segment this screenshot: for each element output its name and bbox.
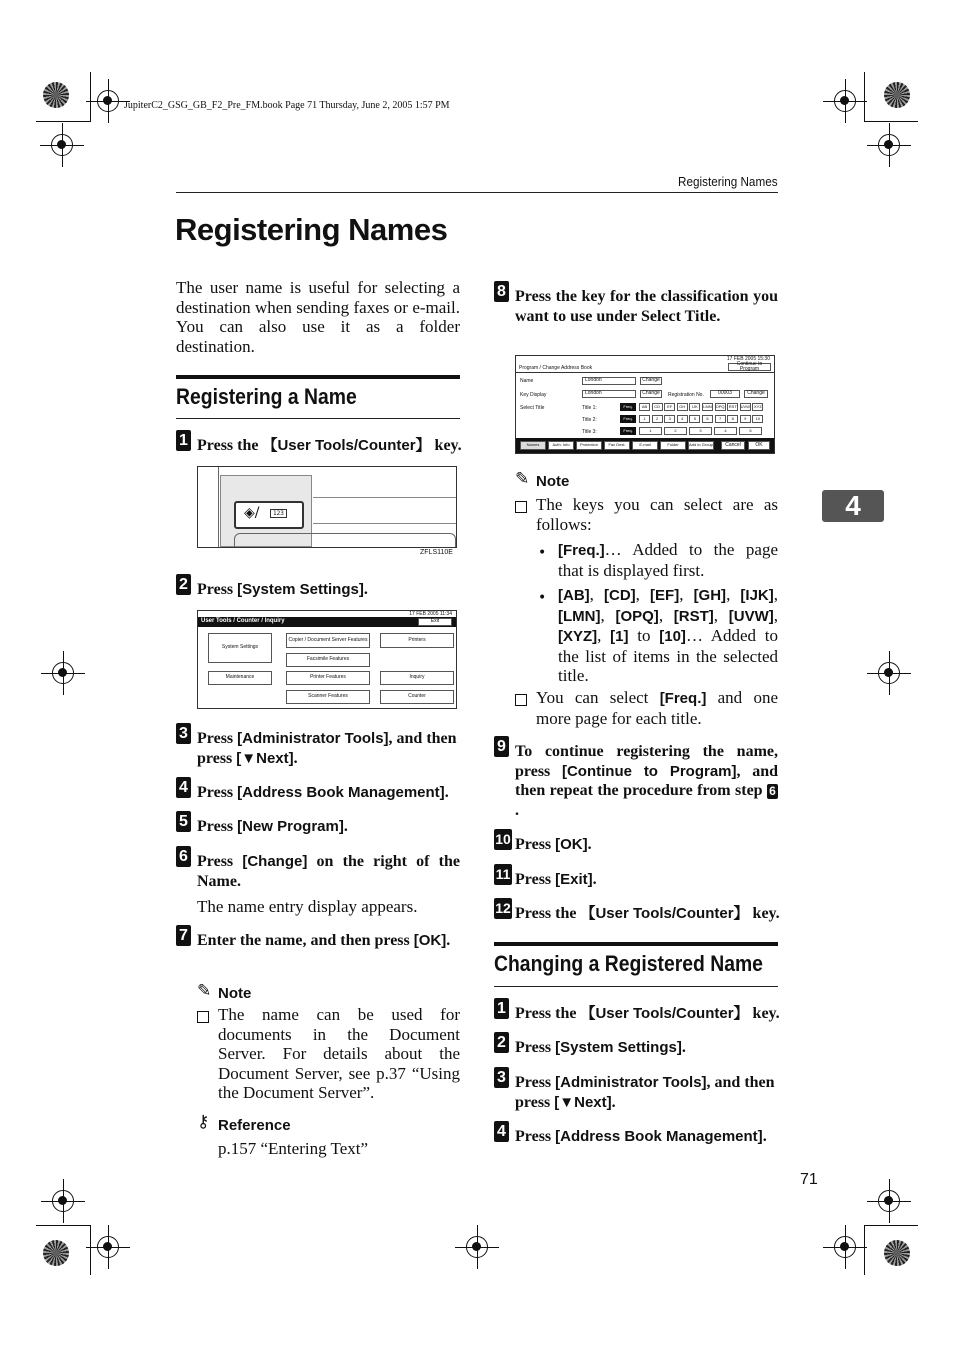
registration-label: Registration No.	[668, 392, 704, 398]
facsimile-features-button[interactable]: Facsimile Features	[286, 653, 370, 667]
title-key[interactable]: 7	[715, 415, 726, 423]
pencil-icon: ✎	[515, 469, 530, 489]
key-icon: ⚷	[197, 1112, 210, 1132]
change-key-display-button[interactable]: Change	[640, 390, 662, 398]
title-key[interactable]: 4	[677, 415, 688, 423]
tab-e-mail[interactable]: E-mail	[632, 441, 658, 450]
intro-paragraph: The user name is useful for selecting a destination when sending faxes or e-mail. You can also use it as a folder destination.	[176, 278, 460, 356]
freq-key[interactable]: Freq.	[620, 403, 636, 411]
step-8: Press the key for the classification you want to use under Select Title.	[515, 288, 778, 325]
title-key[interactable]: UVW	[740, 403, 751, 411]
title-key[interactable]: 5	[689, 415, 700, 423]
name-field[interactable]: London	[582, 377, 636, 385]
registration-mark-icon	[51, 134, 73, 156]
registration-mark-icon	[97, 1236, 119, 1258]
title-key[interactable]: IJK	[689, 403, 700, 411]
checkbox-icon	[515, 692, 535, 711]
title-1-label: Title 1:	[582, 405, 597, 411]
row-label-key-display: Key Display	[520, 392, 547, 398]
note-keys-intro: The keys you can select are as follows:	[536, 495, 778, 534]
note-heading: Note	[536, 473, 570, 490]
screen-title: User Tools / Counter / Inquiry	[201, 618, 285, 624]
section-heading-changing: Changing a Registered Name	[494, 951, 763, 976]
freq-key[interactable]: Freq.	[620, 415, 636, 423]
title-key[interactable]: 1	[639, 427, 662, 435]
registration-disk-icon	[43, 82, 69, 108]
step-number: 1	[176, 430, 191, 451]
printers-button[interactable]: Printers	[380, 633, 454, 648]
title-key[interactable]: 3	[664, 415, 675, 423]
step-4: Press [Address Book Management].	[197, 784, 449, 801]
section-rule-bottom	[494, 986, 778, 987]
change-step-4: Press [Address Book Management].	[515, 1128, 767, 1145]
step-number: 1	[494, 998, 509, 1019]
counter-icon: 123	[270, 509, 287, 518]
bullet-freq: [Freq.]… Added to the page that is displayed first.	[558, 540, 778, 580]
change-step-2: Press [System Settings].	[515, 1039, 686, 1056]
title-key[interactable]: CD	[652, 403, 663, 411]
registration-mark-icon	[97, 90, 119, 112]
screen-date: 17 FEB 2005 11:34	[409, 611, 452, 617]
step-5: Press [New Program].	[197, 818, 348, 835]
title-key[interactable]: RST	[727, 403, 738, 411]
user-tools-key	[234, 501, 304, 529]
printer-features-button[interactable]: Printer Features	[286, 671, 370, 685]
cancel-button[interactable]: Cancel	[721, 441, 745, 450]
change-step-3: Press [Administrator Tools], and then press [▼Next].	[515, 1074, 775, 1111]
title-key[interactable]: 6	[702, 415, 713, 423]
step-6: Press [Change] on the right of the Name.	[197, 853, 461, 890]
title-key[interactable]: 3	[689, 427, 712, 435]
scanner-features-button[interactable]: Scanner Features	[286, 690, 370, 704]
page-title: Registering Names	[175, 212, 448, 247]
address-book-screen	[515, 355, 775, 454]
step-9: To continue registering the name, press [Continue to Program], and then repeat the procedure from step 6.	[515, 743, 779, 819]
note-text: The name can be used for documents in the Document Server. For details about the Document Server, see p.37 “Using the Document Server”.	[218, 1005, 460, 1103]
section-heading-registering: Registering a Name	[176, 384, 357, 409]
step-number: 10	[494, 829, 512, 850]
row-label-select-title: Select Title	[520, 405, 545, 411]
step-number: 6	[176, 846, 191, 867]
copier-features-button[interactable]: Copier / Document Server Features	[286, 633, 370, 648]
title-key[interactable]: OPQ	[715, 403, 726, 411]
row-label-name: Name	[520, 378, 534, 384]
title-key[interactable]: 10	[752, 415, 763, 423]
title-key[interactable]: AB	[639, 403, 650, 411]
screen-date: 17 FEB 2005 15:30	[726, 356, 770, 362]
change-step-1: Press the 【User Tools/Counter】 key.	[515, 1005, 780, 1022]
running-header: Registering Names	[678, 174, 778, 189]
title-key[interactable]: 2	[664, 427, 687, 435]
reference-heading: Reference	[218, 1117, 291, 1134]
step-number: 9	[494, 736, 509, 757]
registration-mark-icon	[52, 1190, 74, 1212]
bullet-icon: •	[538, 545, 547, 561]
file-info-line: JupiterC2_GSG_GB_F2_Pre_FM.book Page 71 Thursday, June 2, 2005 1:57 PM	[124, 100, 450, 111]
step-6-result: The name entry display appears.	[197, 897, 418, 916]
step-number: 2	[494, 1032, 509, 1053]
title-3-label: Title 3:	[582, 429, 597, 435]
section-rule-top	[176, 375, 460, 379]
title-key[interactable]: 2	[652, 415, 663, 423]
bullet-letter-keys: [AB], [CD], [EF], [GH], [IJK], [LMN], [OPQ], [RST], [UVW], [XYZ], [1] to [10]… Added to the list of items in the selected title.	[558, 585, 779, 686]
step-number: 8	[494, 281, 509, 302]
title-key[interactable]: LMN	[702, 403, 713, 411]
tab-names[interactable]: Names	[520, 441, 546, 450]
title-key[interactable]: 5	[739, 427, 762, 435]
note-heading: Note	[218, 985, 252, 1002]
step-1: Press the 【User Tools/Counter】 key.	[197, 437, 462, 454]
registration-mark-icon	[878, 1190, 900, 1212]
counter-button[interactable]: Counter	[380, 690, 454, 704]
step-12: Press the 【User Tools/Counter】 key.	[515, 905, 780, 922]
page-number: 71	[800, 1171, 818, 1188]
step-number: 11	[494, 864, 512, 885]
title-key[interactable]: EF	[664, 403, 675, 411]
checkbox-icon	[197, 1009, 217, 1028]
registration-disk-icon	[884, 82, 910, 108]
freq-key[interactable]: Freq.	[620, 427, 636, 435]
step-reference-badge: 6	[767, 784, 778, 799]
tab-folder[interactable]: Folder	[660, 441, 686, 450]
chapter-tab: 4	[822, 490, 884, 522]
step-2: Press [System Settings].	[197, 581, 368, 598]
header-rule	[176, 192, 778, 193]
registration-mark-icon	[834, 1236, 856, 1258]
inquiry-button[interactable]: Inquiry	[380, 671, 454, 685]
section-rule-bottom	[176, 418, 460, 419]
checkbox-icon	[515, 499, 535, 518]
continue-to-program-button[interactable]: Continue to Program	[728, 363, 771, 371]
step-number: 3	[494, 1067, 509, 1088]
tab-fax-dest-[interactable]: Fax Dest.	[604, 441, 630, 450]
tab-auth-info[interactable]: Auth. Info	[548, 441, 574, 450]
control-panel-figure	[197, 466, 457, 548]
screen-title: Program / Change Address Book	[519, 365, 593, 371]
section-rule-top	[494, 942, 778, 946]
registration-disk-icon	[884, 1240, 910, 1266]
step-number: 4	[494, 1121, 509, 1142]
note-freq-page: You can select [Freq.] and one more page for each title.	[536, 688, 778, 728]
registration-mark-icon	[834, 90, 856, 112]
title-key[interactable]: XYZ	[752, 403, 763, 411]
registration-mark-icon	[466, 1236, 488, 1258]
registration-mark-icon	[878, 662, 900, 684]
title-key[interactable]: 1	[639, 415, 650, 423]
step-number: 7	[176, 925, 191, 946]
step-number: 5	[176, 811, 191, 832]
title-key[interactable]: 9	[740, 415, 751, 423]
step-7: Enter the name, and then press [OK].	[197, 932, 451, 949]
maintenance-button[interactable]: Maintenance	[208, 671, 272, 685]
step-number: 3	[176, 723, 191, 744]
step-3: Press [Administrator Tools], and then press [▼Next].	[197, 730, 457, 767]
figure-caption: ZFLS110E	[420, 549, 453, 556]
user-tools-screen	[197, 610, 457, 709]
title-key[interactable]: 4	[714, 427, 737, 435]
step-number: 12	[494, 898, 512, 919]
registration-mark-icon	[52, 662, 74, 684]
bullet-icon: •	[538, 590, 547, 606]
ok-button[interactable]: OK	[748, 441, 770, 450]
step-number: 2	[176, 574, 191, 595]
title-2-label: Title 2:	[582, 417, 597, 423]
registration-disk-icon	[43, 1240, 69, 1266]
title-key[interactable]: GH	[677, 403, 688, 411]
key-display-field[interactable]: London	[582, 390, 636, 398]
registration-mark-icon	[878, 134, 900, 156]
pencil-icon: ✎	[197, 981, 212, 1001]
registration-number: 00003	[710, 390, 740, 398]
change-name-button[interactable]: Change	[640, 377, 662, 385]
exit-button[interactable]: Exit	[418, 618, 452, 626]
step-11: Press [Exit].	[515, 871, 597, 888]
user-tools-icon: ◈/	[244, 505, 260, 521]
system-settings-button[interactable]: System Settings	[208, 633, 272, 663]
step-number: 4	[176, 777, 191, 798]
tab-protection[interactable]: Protection	[576, 441, 602, 450]
tab-add-to-group[interactable]: Add to Group	[688, 441, 714, 450]
change-registration-button[interactable]: Change	[744, 390, 768, 398]
reference-text: p.157 “Entering Text”	[218, 1139, 369, 1158]
step-10: Press [OK].	[515, 836, 592, 853]
title-key[interactable]: 8	[727, 415, 738, 423]
